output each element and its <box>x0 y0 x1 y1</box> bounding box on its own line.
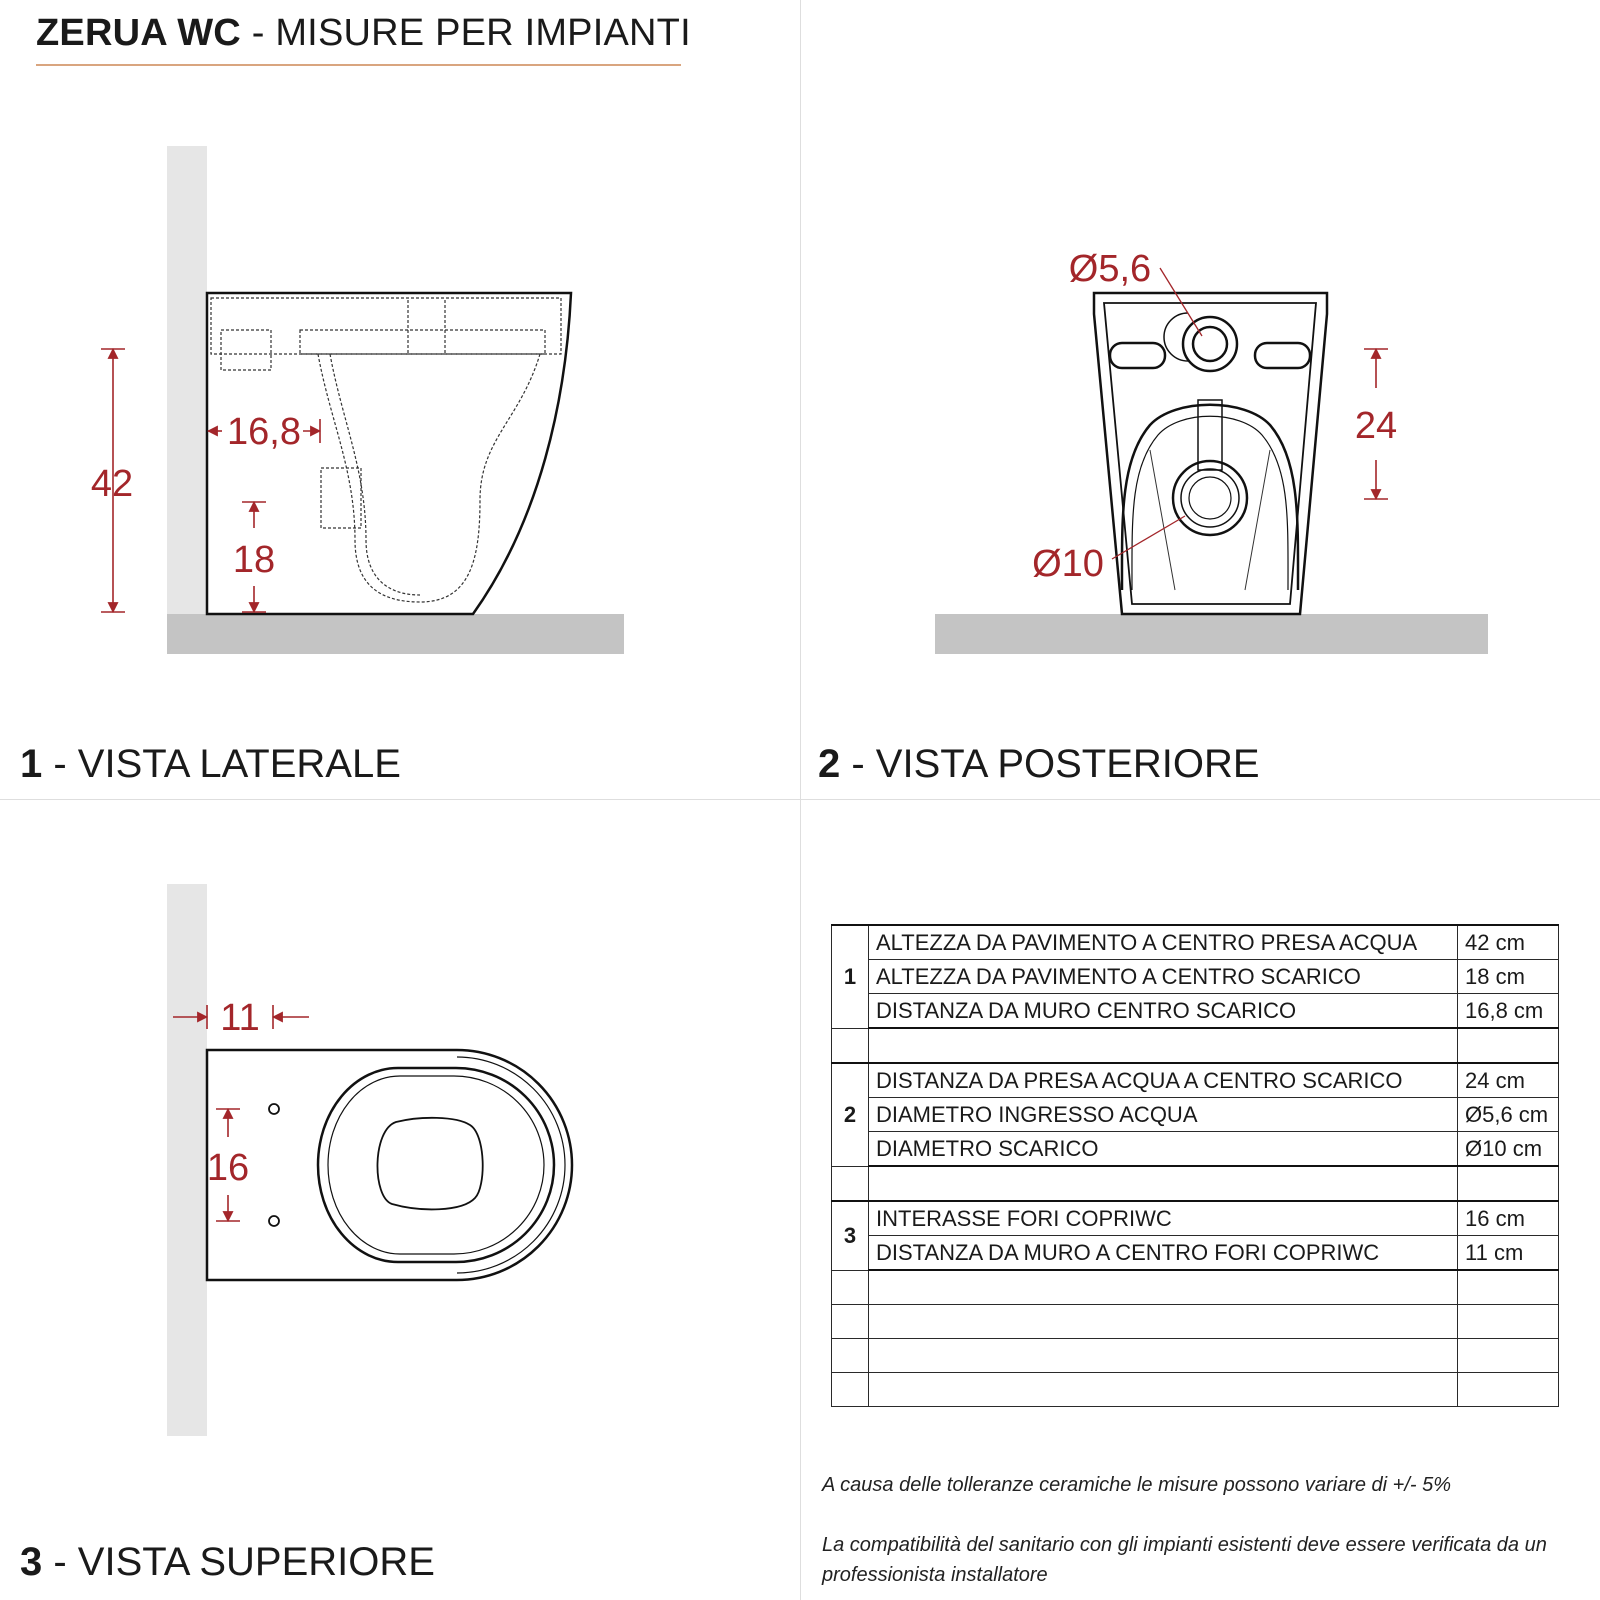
table-spacer-row <box>832 1373 1559 1407</box>
table-row <box>832 960 1559 994</box>
group-number: 3 <box>832 1201 869 1270</box>
top-toilet-outline <box>207 1050 572 1280</box>
product-name: ZERUA WC <box>36 12 241 54</box>
measure-value: 16 cm <box>1458 1201 1559 1236</box>
measure-description: INTERASSE FORI COPRIWC <box>869 1201 1458 1236</box>
view-label-rear <box>818 742 1260 787</box>
dim-side-wall-drain: 16,8 <box>227 411 301 453</box>
dim-rear-water-diameter: Ø5,6 <box>1068 248 1152 290</box>
dim-top-wall-to-holes: 11 <box>220 997 260 1039</box>
view-label-side <box>20 742 401 787</box>
top-view-drawing <box>167 884 572 1436</box>
view-title: VISTA SUPERIORE <box>77 1540 435 1584</box>
measure-description: ALTEZZA DA PAVIMENTO A CENTRO PRESA ACQUA <box>869 925 1458 960</box>
table-spacer-row <box>832 1028 1559 1063</box>
side-wall <box>167 146 207 614</box>
dim-rear-drain-diameter: Ø10 <box>1032 543 1104 585</box>
view-number: 2 <box>818 742 841 786</box>
view-separator: - <box>42 1540 78 1584</box>
table-row <box>832 1063 1559 1098</box>
compatibility-note: La compatibilità del sanitario con gli impianti esistenti deve essere verificata da un professionista installatore <box>822 1534 1547 1586</box>
table-row <box>832 925 1559 960</box>
dim-top-holes-spacing: 16 <box>206 1147 250 1189</box>
top-wall <box>167 884 207 1436</box>
table-row <box>832 1098 1559 1132</box>
measure-value: 42 cm <box>1458 925 1559 960</box>
table-row <box>832 1201 1559 1236</box>
table-spacer-row <box>832 1166 1559 1201</box>
dim-side-height-drain: 18 <box>232 539 276 581</box>
group-number: 1 <box>832 925 869 1028</box>
measure-description: DIAMETRO INGRESSO ACQUA <box>869 1098 1458 1132</box>
table-spacer-row <box>832 1270 1559 1305</box>
view-label-top <box>20 1540 435 1585</box>
title-subtitle: MISURE PER IMPIANTI <box>275 12 691 54</box>
table-row <box>832 994 1559 1029</box>
measurements-table <box>831 924 1559 1407</box>
measure-description: DIAMETRO SCARICO <box>869 1132 1458 1167</box>
measure-value: 16,8 cm <box>1458 994 1559 1029</box>
rear-floor <box>935 614 1488 654</box>
measure-value: Ø10 cm <box>1458 1132 1559 1167</box>
table-spacer-row <box>832 1339 1559 1373</box>
measure-value: 18 cm <box>1458 960 1559 994</box>
measure-description: ALTEZZA DA PAVIMENTO A CENTRO SCARICO <box>869 960 1458 994</box>
table-row <box>832 1132 1559 1167</box>
dim-rear-water-to-drain: 24 <box>1354 405 1398 447</box>
measure-value: Ø5,6 cm <box>1458 1098 1559 1132</box>
table-row <box>832 1236 1559 1271</box>
measure-description: DISTANZA DA MURO CENTRO SCARICO <box>869 994 1458 1029</box>
title-separator: - <box>240 12 276 54</box>
view-separator: - <box>840 742 876 786</box>
group-number: 2 <box>832 1063 869 1166</box>
measure-description: DISTANZA DA MURO A CENTRO FORI COPRIWC <box>869 1236 1458 1271</box>
side-view-drawing <box>91 146 624 654</box>
measure-value: 24 cm <box>1458 1063 1559 1098</box>
view-title: VISTA POSTERIORE <box>875 742 1260 786</box>
view-number: 3 <box>20 1540 43 1584</box>
measure-value: 11 cm <box>1458 1236 1559 1271</box>
view-title: VISTA LATERALE <box>77 742 401 786</box>
table-spacer-row <box>832 1305 1559 1339</box>
tolerance-note: A causa delle tolleranze ceramiche le misure possono variare di +/- 5% <box>822 1474 1452 1496</box>
view-number: 1 <box>20 742 43 786</box>
side-floor <box>167 614 624 654</box>
view-separator: - <box>42 742 78 786</box>
dim-side-height-water: 42 <box>90 463 134 505</box>
measure-description: DISTANZA DA PRESA ACQUA A CENTRO SCARICO <box>869 1063 1458 1098</box>
rear-view-drawing <box>935 248 1488 654</box>
